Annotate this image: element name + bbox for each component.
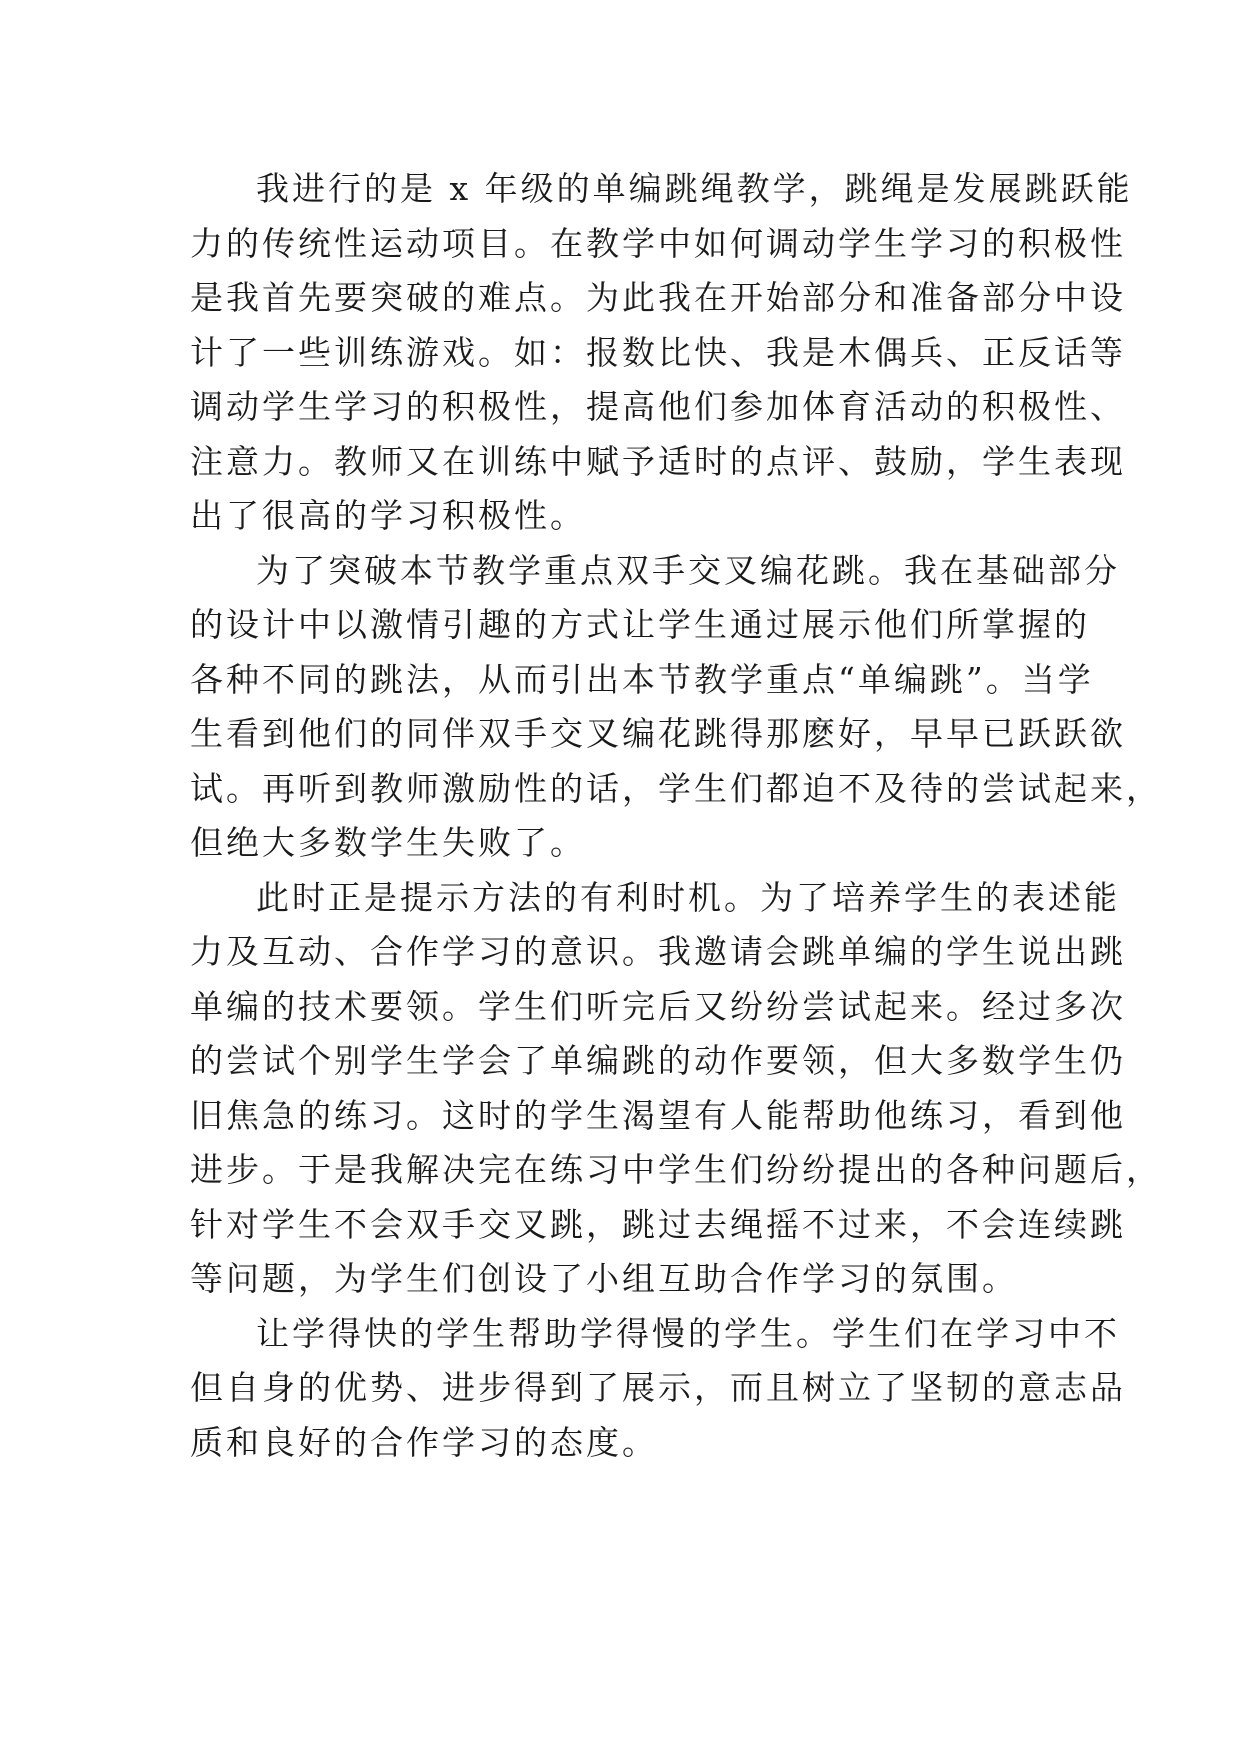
- paragraph-line: 我进行的是 x 年级的单编跳绳教学，跳绳是发展跳跃能: [256, 169, 1133, 208]
- paragraph-line: 调动学生学习的积极性，提高他们参加体育活动的积极性、: [190, 387, 1126, 426]
- paragraph-1: [190, 162, 1133, 544]
- paragraph-line: 计了一些训练游戏。如：报数比快、我是木偶兵、正反话等: [190, 332, 1126, 372]
- paragraph-line: 单编的技术要领。学生们听完后又纷纷尝试起来。经过多次: [190, 986, 1126, 1026]
- paragraph-line: 但绝大多数学生失败了。: [190, 823, 586, 862]
- paragraph-line: 等问题，为学生们创设了小组互助合作学习的氛围。: [190, 1259, 1018, 1298]
- paragraph-line: 质和良好的合作学习的态度。: [190, 1422, 658, 1462]
- document-body: [190, 162, 1162, 1470]
- paragraph-line: 生看到他们的同伴双手交叉编花跳得那麽好，早早已跃跃欲: [190, 714, 1126, 753]
- paragraph-line: 但自身的优势、进步得到了展示，而且树立了坚韧的意志品: [190, 1368, 1126, 1407]
- paragraph-3: [190, 871, 1162, 1307]
- paragraph-line: 的尝试个别学生学会了单编跳的动作要领，但大多数学生仍: [190, 1041, 1126, 1080]
- paragraph-line: 力及互动、合作学习的意识。我邀请会跳单编的学生说出跳: [190, 932, 1126, 971]
- paragraph-line: 出了很高的学习积极性。: [190, 496, 586, 535]
- paragraph-line: 注意力。教师又在训练中赋予适时的点评、鼓励，学生表现: [190, 441, 1126, 481]
- paragraph-line: 进步。于是我解决完在练习中学生们纷纷提出的各种问题后，: [190, 1150, 1162, 1189]
- paragraph-line: 的设计中以激情引趣的方式让学生通过展示他们所掌握的: [190, 605, 1090, 644]
- paragraph-line: 力的传统性运动项目。在教学中如何调动学生学习的积极性: [190, 223, 1126, 263]
- paragraph-line: 为了突破本节教学重点双手交叉编花跳。我在基础部分: [256, 550, 1120, 590]
- paragraph-line: 旧焦急的练习。这时的学生渴望有人能帮助他练习，看到他: [190, 1095, 1126, 1135]
- paragraph-line: 让学得快的学生帮助学得慢的学生。学生们在学习中不: [256, 1313, 1120, 1353]
- paragraph-line: 试。再听到教师激励性的话，学生们都迫不及待的尝试起来，: [190, 768, 1162, 808]
- paragraph-line: 此时正是提示方法的有利时机。为了培养学生的表述能: [256, 877, 1120, 917]
- paragraph-line: 针对学生不会双手交叉跳，跳过去绳摇不过来，不会连续跳: [190, 1204, 1126, 1244]
- paragraph-2: [190, 544, 1162, 871]
- paragraph-line: 各种不同的跳法，从而引出本节教学重点“单编跳”。当学: [190, 659, 1094, 699]
- paragraph-line: 是我首先要突破的难点。为此我在开始部分和准备部分中设: [190, 278, 1126, 317]
- paragraph-4: [190, 1307, 1126, 1471]
